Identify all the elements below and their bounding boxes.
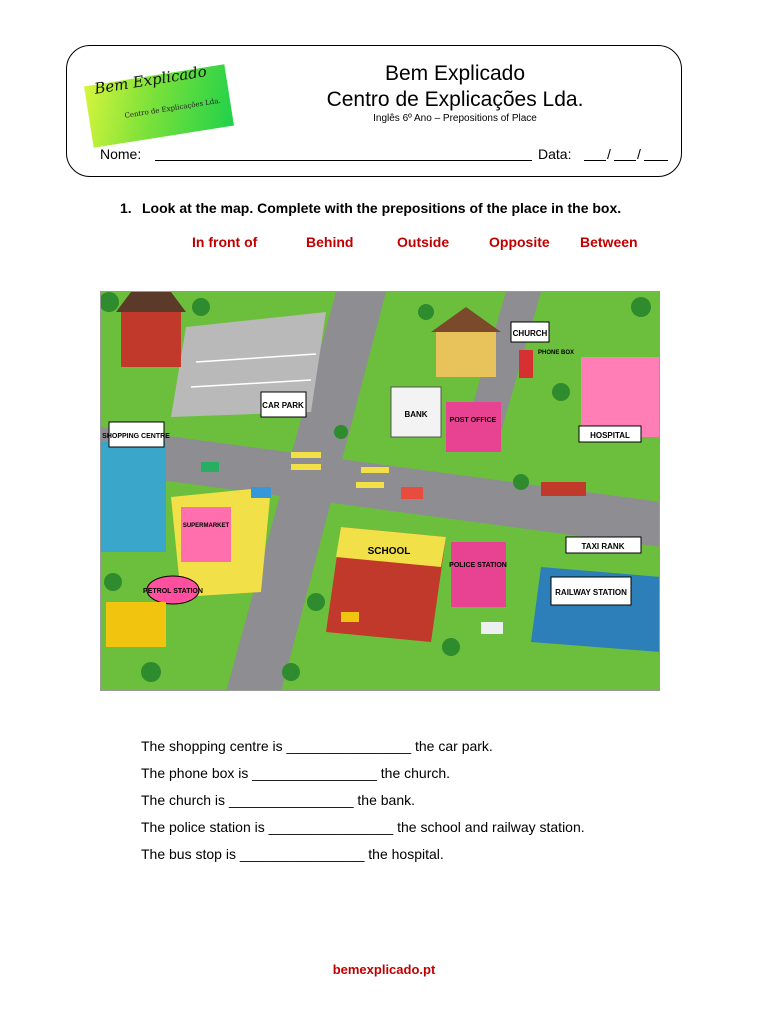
sentence-3-after: the bank. [357,792,416,808]
sentence-5-before: The bus stop is [141,846,236,862]
map-label-police-station: POLICE STATION [449,562,507,569]
date-day-field[interactable] [584,160,606,161]
name-label: Nome: [100,146,142,162]
answer-blank-2[interactable]: ________________ [252,765,377,781]
date-month-field[interactable] [614,160,636,161]
sentence-5-after: the hospital. [368,846,444,862]
map-label-supermarket: SUPERMARKET [182,523,230,529]
exercise-instruction [120,200,621,216]
sentence-4 [141,819,585,835]
preposition-behind: Behind [306,234,354,250]
footer-website[interactable]: bemexplicado.pt [332,962,436,977]
sentence-5 [141,846,444,862]
answer-blank-1[interactable]: ________________ [286,738,412,754]
map-label-car-park: CAR PARK [262,401,304,410]
date-label: Data: [538,146,572,162]
date-year-field[interactable] [644,160,668,161]
sentence-2-after: the church. [380,765,451,781]
preposition-between: Between [580,234,638,250]
town-map-illustration [100,291,660,691]
school-name-line1: Bem Explicado [384,62,526,85]
logo-title: Bem Explicado [93,62,208,98]
map-label-bank: BANK [404,410,428,419]
sentence-1-before: The shopping centre is [141,738,283,754]
sentence-3 [141,792,415,808]
logo-subtitle: Centro de Explicações Lda. [124,96,222,120]
map-label-railway-station: RAILWAY STATION [555,588,627,597]
sentence-1 [141,738,493,754]
sentence-1-after: the car park. [415,738,493,754]
sentence-4-before: The police station is [141,819,265,835]
map-label-shopping-centre: SHOPPING CENTRE [102,433,170,440]
school-name-line2: Centro de Explicações Lda. [326,88,584,111]
worksheet-subtitle: Inglês 6º Ano – Prepositions of Place [373,113,537,124]
map-label-hospital: HOSPITAL [590,431,630,440]
sentence-4-after: the school and railway station. [397,819,585,835]
map-label-post-office: POST OFFICE [449,417,497,424]
answer-blank-3[interactable]: ________________ [228,792,354,808]
map-label-phone-box: PHONE BOX [538,350,575,356]
exercise-number: 1. [120,200,132,216]
map-label-school: SCHOOL [367,546,411,557]
instruction-text: Look at the map. Complete with the prepositions of the place in the box. [142,200,622,216]
date-separator: / [607,146,611,162]
date-separator: / [637,146,641,162]
name-field[interactable] [155,160,532,161]
map-label-church: CHURCH [512,329,548,338]
sentence-2 [141,765,450,781]
map-label-taxi-rank: TAXI RANK [581,542,625,551]
map-label-petrol-station: PETROL STATION [143,588,203,595]
preposition-opposite: Opposite [489,234,550,250]
preposition-in-front-of: In front of [192,234,258,250]
sentence-2-before: The phone box is [141,765,249,781]
answer-blank-4[interactable]: ________________ [268,819,394,835]
preposition-outside: Outside [397,234,450,250]
sentence-3-before: The church is [141,792,226,808]
answer-blank-5[interactable]: ________________ [239,846,365,862]
